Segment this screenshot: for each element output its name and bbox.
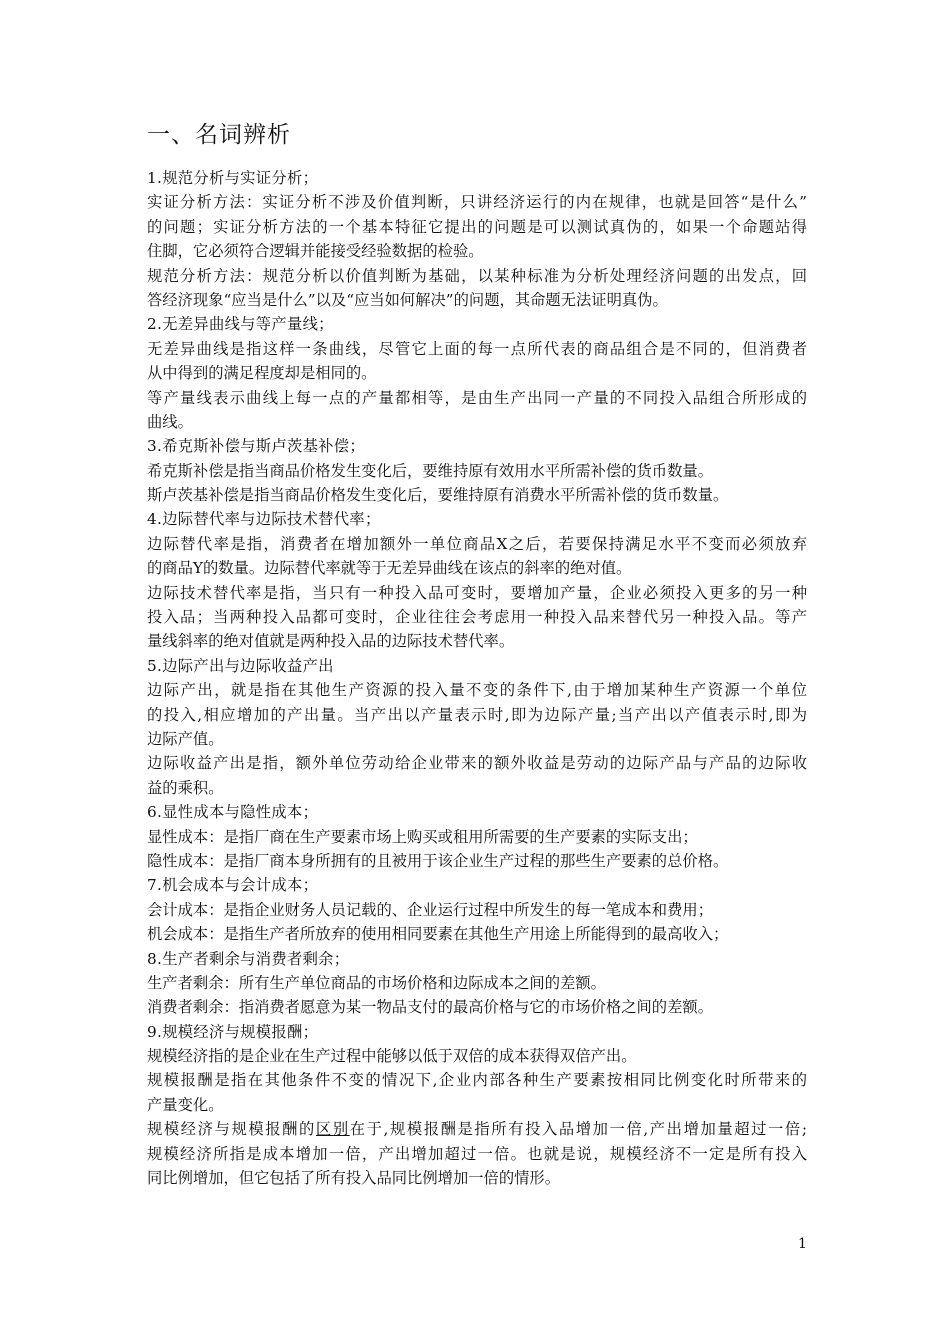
term-heading: 6.显性成本与隐性成本； (147, 803, 319, 822)
paragraph-line: 边际技术替代率是指，当只有一种投入品可变时，要增加产量，企业必须投入更多的另一种 (147, 583, 807, 602)
term-heading: 8.生产者剩余与消费者剩余； (147, 949, 350, 968)
document-body (147, 166, 807, 1190)
term-heading: 1.规范分析与实证分析； (147, 169, 319, 187)
text-segment: 在于,规模报酬是指所有投入品增加一倍,产出增加量超过一倍; (349, 1120, 807, 1139)
term-heading: 4.边际替代率与边际技术替代率； (147, 510, 381, 529)
section-title: 一、名词辨析 (147, 122, 291, 148)
term-heading: 7.机会成本与会计成本； (147, 876, 319, 895)
term-heading: 9.规模经济与规模报酬； (147, 1022, 319, 1041)
paragraph-line: 希克斯补偿是指当商品价格发生变化后，要维持原有效用水平所需补偿的货币数量。 (147, 461, 713, 480)
paragraph-line: 边际产出，就是指在其他生产资源的投入量不变的条件下,由于增加某种生产资源一个单位 (147, 681, 807, 700)
paragraph-line: 隐性成本：是指厂商本身所拥有的且被用于该企业生产过程的那些生产要素的总价格。 (147, 851, 729, 870)
paragraph-line: 消费者剩余：指消费者愿意为某一物品支付的最高价格与它的市场价格之间的差额。 (147, 998, 713, 1017)
paragraph-line: 边际替代率是指，消费者在增加额外一单位商品X之后，若要保持满足水平不变而必须放弃 (147, 534, 807, 553)
paragraph-line: 益的乘积。 (147, 778, 224, 797)
paragraph-line (147, 1117, 807, 1141)
paragraph-line: 机会成本：是指生产者所放弃的使用相同要素在其他生产用途上所能得到的最高收入； (147, 925, 729, 944)
paragraph-line: 规模经济所指是成本增加一倍，产出增加超过一倍。也就是说，规模经济不一定是所有投入 (147, 1144, 807, 1163)
paragraph-line: 无差异曲线是指这样一条曲线，尽管它上面的每一点所代表的商品组合是不同的，但消费者 (147, 339, 807, 358)
term-heading: 5.边际产出与边际收益产出 (147, 656, 334, 675)
paragraph-line: 从中得到的满足程度却是相同的。 (147, 364, 377, 383)
paragraph-line: 显性成本：是指厂商在生产要素市场上购买或租用所需要的生产要素的实际支出； (147, 827, 698, 846)
text-segment: 规模经济与规模报酬的 (147, 1120, 316, 1139)
paragraph-line: 会计成本：是指企业财务人员记载的、企业运行过程中所发生的每一笔成本和费用； (147, 900, 713, 919)
paragraph-line: 生产者剩余：所有生产单位商品的市场价格和边际成本之间的差额。 (147, 973, 606, 992)
paragraph-line: 投入品；当两种投入品都可变时，企业往往会考虑用一种投入品来替代另一种投入品。等产 (147, 608, 807, 627)
term-heading: 2.无差异曲线与等产量线； (147, 315, 334, 334)
paragraph-line: 答经济现象“应当是什么”以及“应当如何解决”的问题，其命题无法证明真伪。 (147, 290, 668, 309)
paragraph-line: 规模报酬是指在其他条件不变的情况下,企业内部各种生产要素按相同比例变化时所带来的 (147, 1071, 807, 1090)
paragraph-line: 量线斜率的绝对值就是两种投入品的边际技术替代率。 (147, 632, 515, 651)
paragraph-line: 边际收益产出是指，额外单位劳动给企业带来的额外收益是劳动的边际产品与产品的边际收 (147, 754, 807, 773)
paragraph-line: 等产量线表示曲线上每一点的产量都相等，是由生产出同一产量的不同投入品组合所形成的 (147, 388, 807, 407)
page-number: 1 (798, 1236, 807, 1252)
underlined-term: 区别 (315, 1120, 350, 1139)
term-heading: 3.希克斯补偿与斯卢茨基补偿； (147, 437, 365, 456)
paragraph-line: 同比例增加，但它包括了所有投入品同比例增加一倍的情形。 (147, 1169, 561, 1188)
paragraph-line: 规模经济指的是企业在生产过程中能够以低于双倍的成本获得双倍产出。 (147, 1047, 637, 1066)
paragraph-line: 斯卢茨基补偿是指当商品价格发生变化后，要维持原有消费水平所需补偿的货币数量。 (147, 486, 729, 505)
paragraph-line: 规范分析方法：规范分析以价值判断为基础，以某种标准为分析处理经济问题的出发点，回 (147, 266, 807, 285)
paragraph-line: 实证分析方法：实证分析不涉及价值判断，只讲经济运行的内在规律，也就是回答“是什么” (147, 193, 807, 212)
paragraph-line: 产量变化。 (147, 1095, 224, 1114)
paragraph-line: 的投入,相应增加的产出量。当产出以产量表示时,即为边际产量;当产出以产值表示时,即为 (147, 705, 807, 724)
paragraph-line: 曲线。 (147, 412, 193, 431)
paragraph-line: 的问题；实证分析方法的一个基本特征它提出的问题是可以测试真伪的，如果一个命题站得 (147, 217, 807, 236)
paragraph-line: 的商品Y的数量。边际替代率就等于无差异曲线在该点的斜率的绝对值。 (147, 559, 632, 578)
paragraph-line: 住脚，它必须符合逻辑并能接受经验数据的检验。 (147, 242, 484, 261)
paragraph-line: 边际产值。 (147, 729, 224, 748)
